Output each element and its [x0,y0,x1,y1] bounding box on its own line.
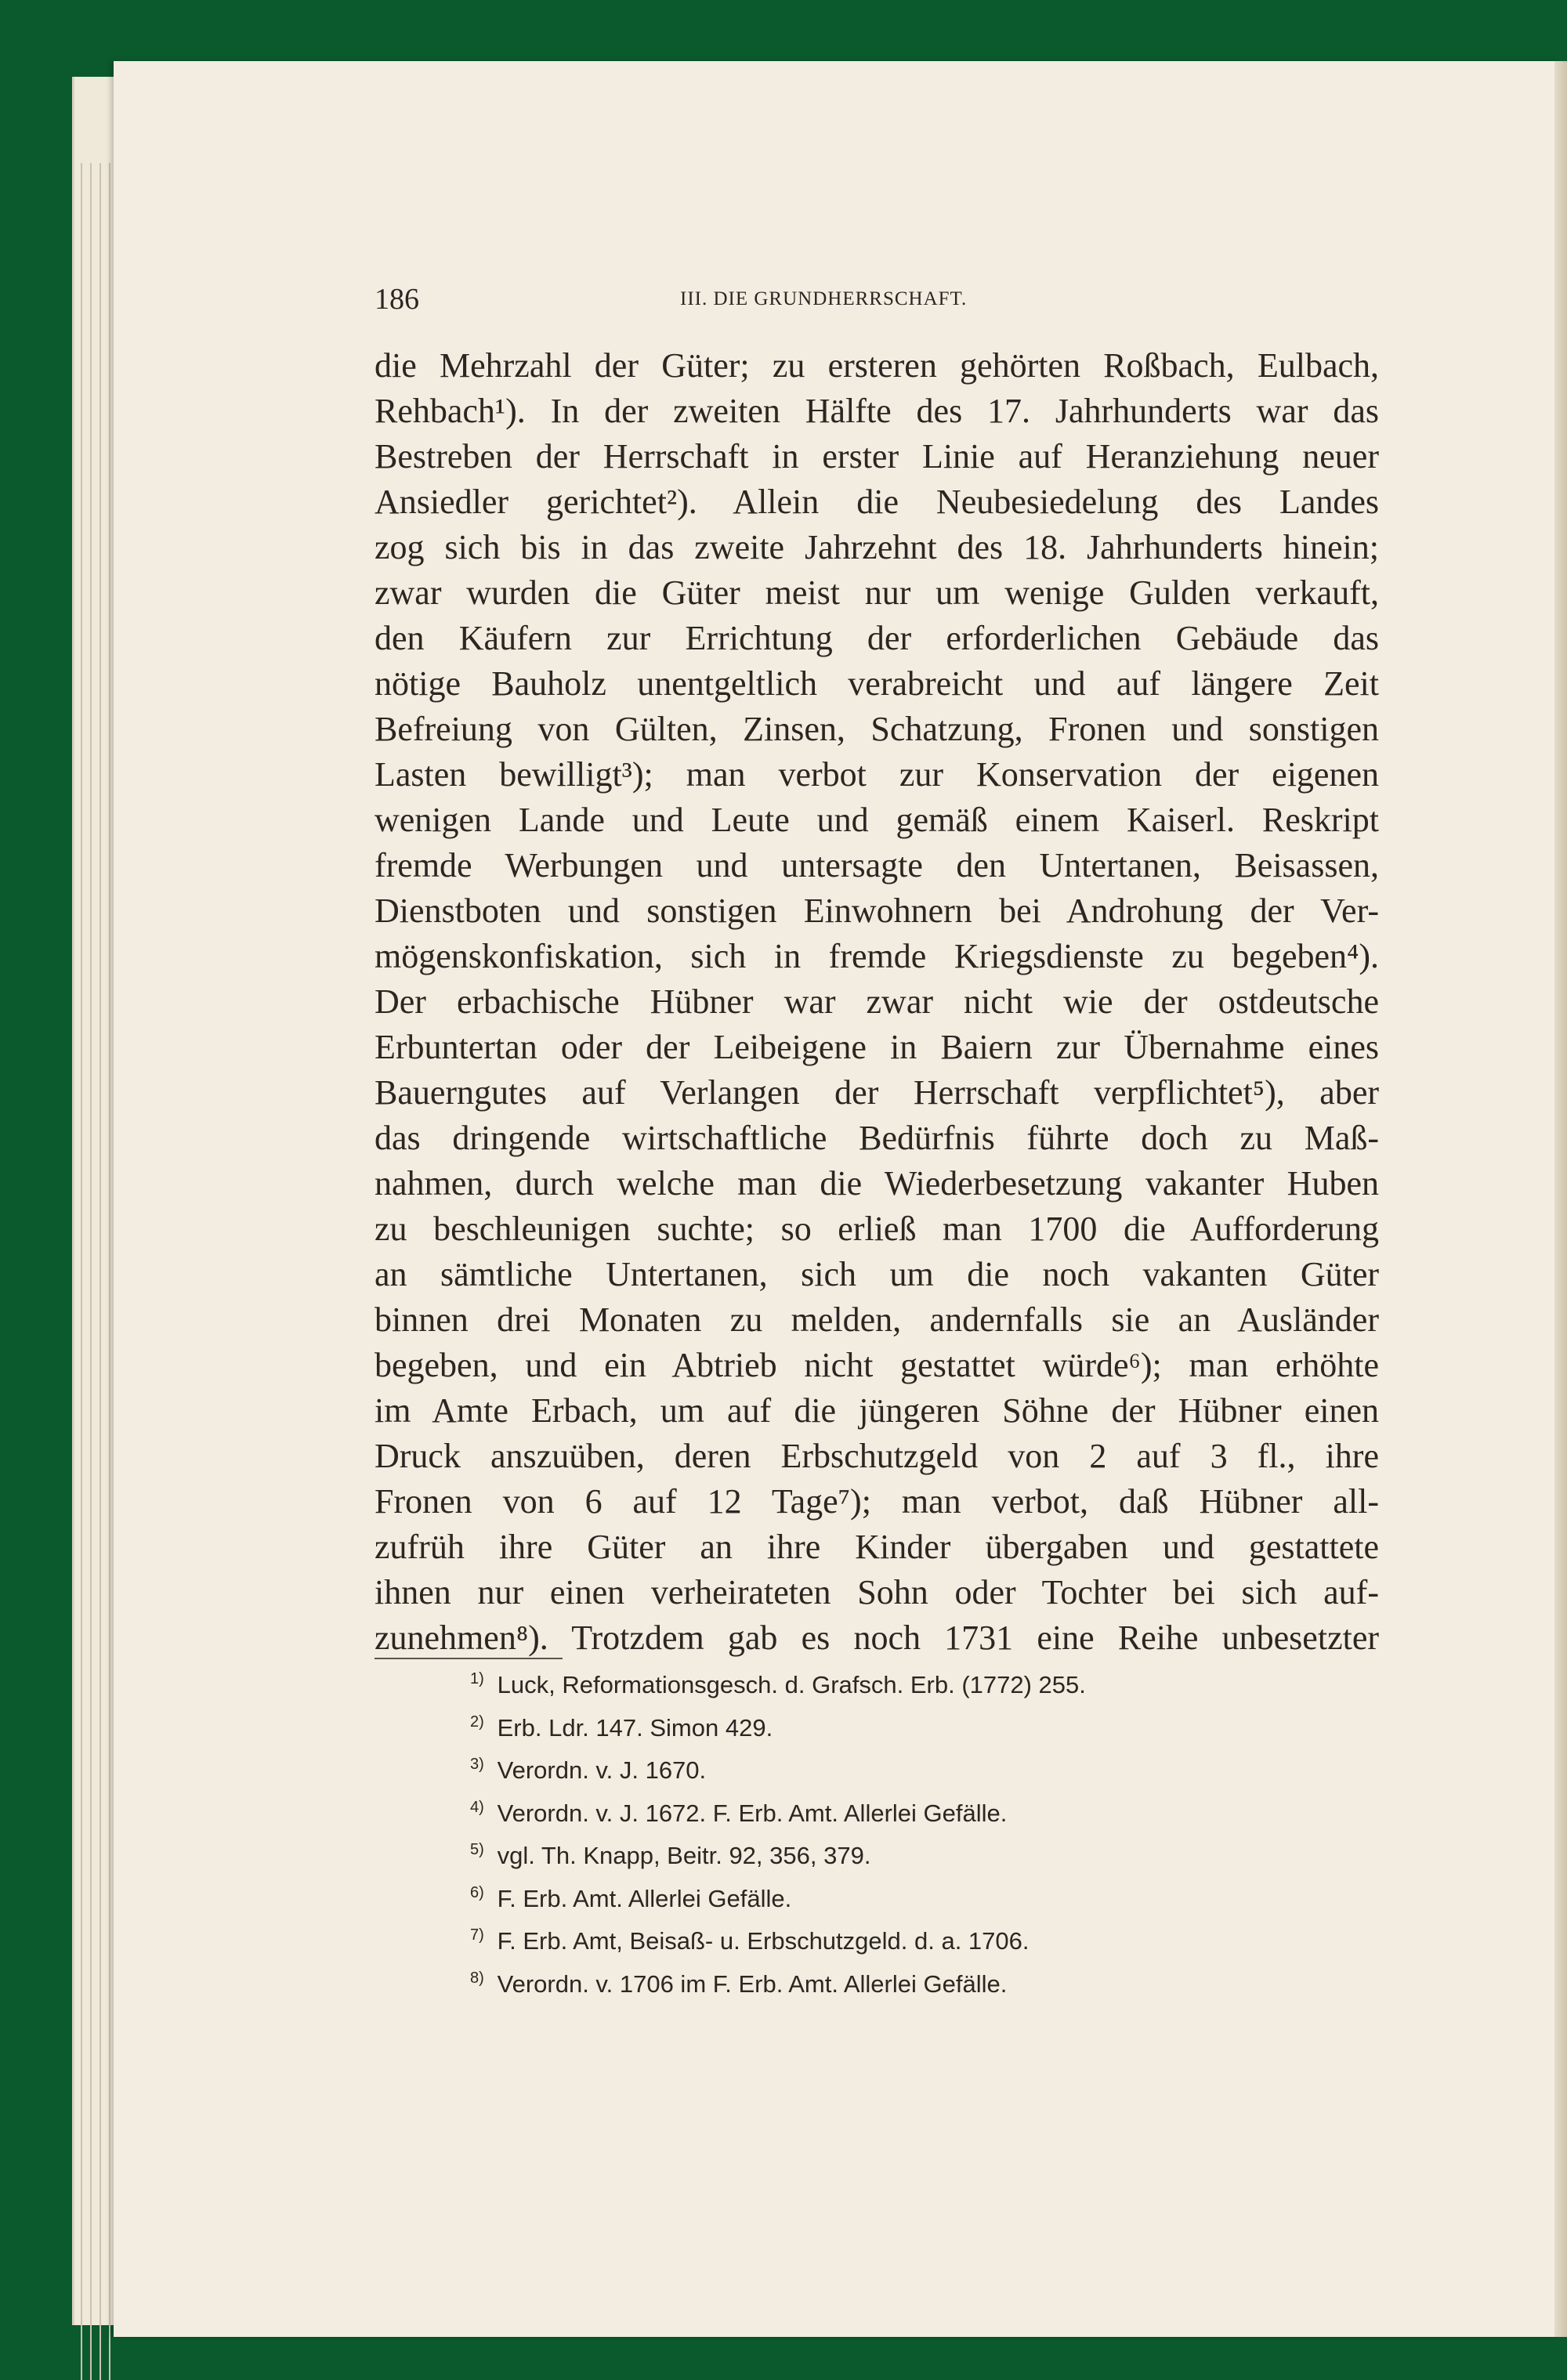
page-edge-line [81,163,82,2380]
text-line: Lasten bewilligt³); man verbot zur Konservation der eigenen [375,755,1379,794]
footnote-rule [375,1658,563,1659]
text-line: im Amte Erbach, um auf die jüngeren Söhne der Hübner einen [375,1391,1379,1430]
text-line: nahmen, durch welche man die Wiederbesetzung vakanter Huben [375,1164,1379,1203]
footnote-mark: 7) [470,1926,484,1944]
footnote-text: Verordn. v. J. 1670. [497,1756,707,1784]
footnote-mark: 1) [470,1670,484,1687]
footnote-mark: 5) [470,1841,484,1858]
text-line: Bestreben der Herrschaft in erster Linie auf Heranziehung neuer [375,437,1379,476]
footnote [470,1704,1332,1747]
footnote-mark: 4) [470,1798,484,1816]
text-line: nötige Bauholz unentgeltlich verabreicht und auf längere Zeit [375,664,1379,703]
body-text [375,343,1379,1661]
footnote [470,1832,1332,1875]
text-line: Ansiedler gerichtet²). Allein die Neubesiedelung des Landes [375,483,1379,521]
footnote [470,1917,1332,1960]
text-line: Befreiung von Gülten, Zinsen, Schatzung, Fronen und sonstigen [375,710,1379,748]
footnote-text: Erb. Ldr. 147. Simon 429. [497,1713,773,1742]
footnote-text: Luck, Reformationsgesch. d. Grafsch. Erb. (1772) 255. [497,1671,1086,1698]
page-number: 186 [375,283,419,316]
text-line: zufrüh ihre Güter an ihre Kinder übergaben und gestattete [375,1528,1379,1566]
footnote-text: vgl. Th. Knapp, Beitr. 92, 356, 379. [497,1842,871,1869]
footnote-text: Verordn. v. 1706 im F. Erb. Amt. Allerlei Gefälle. [497,1969,1008,1998]
page-edge-line [90,163,92,2380]
footnote-mark: 3) [470,1756,484,1773]
text-line: das dringende wirtschaftliche Bedürfnis führte doch zu Maß- [375,1119,1379,1157]
footnotes [470,1661,1332,2002]
page-edge-line [100,163,101,2380]
text-line: zunehmen⁸). Trotzdem gab es noch 1731 eine Reihe unbesetzter [375,1619,1379,1657]
text-line: fremde Werbungen und untersagte den Untertanen, Beisassen, [375,846,1379,884]
page-gutter [1554,61,1567,2337]
text-line: Bauerngutes auf Verlangen der Herrschaft verpflichtet⁵), aber [375,1073,1379,1112]
running-head: III. DIE GRUNDHERRSCHAFT. [680,288,968,309]
text-line: Erbuntertan oder der Leibeigene in Baiern zur Übernahme eines [375,1028,1379,1066]
footnote-text: Verordn. v. J. 1672. F. Erb. Amt. Allerlei Gefälle. [497,1799,1008,1827]
text-line: zog sich bis in das zweite Jahrzehnt des 18. Jahrhunderts hinein; [375,528,1379,566]
footnote-mark: 2) [470,1713,484,1731]
footnote [470,1789,1332,1832]
footnote-mark: 6) [470,1883,484,1901]
text-line: Druck anszuüben, deren Erbschutzgeld von 2 auf 3 fl., ihre [375,1437,1379,1475]
text-line: zwar wurden die Güter meist nur um wenige Gulden verkauft, [375,573,1379,612]
text-line: zu beschleunigen suchte; so erließ man 1700 die Aufforderung [375,1210,1379,1248]
text-line: ihnen nur einen verheirateten Sohn oder Tochter bei sich auf- [375,1573,1379,1611]
text-line: Dienstboten und sonstigen Einwohnern bei Androhung der Ver- [375,892,1379,930]
text-line: Der erbachische Hübner war zwar nicht wie der ostdeutsche [375,982,1379,1021]
footnote-text: F. Erb. Amt. Allerlei Gefälle. [497,1884,792,1912]
text-line: binnen drei Monaten zu melden, andernfalls sie an Ausländer [375,1300,1379,1339]
text-line: den Käufern zur Errichtung der erforderlichen Gebäude das [375,619,1379,657]
text-line: an sämtliche Untertanen, sich um die noch vakanten Güter [375,1255,1379,1293]
footnote [470,1661,1332,1704]
text-line: begeben, und ein Abtrieb nicht gestattet würde⁶); man erhöhte [375,1346,1379,1384]
page-edge-line [109,163,110,2380]
page-header [375,282,1377,321]
footnote [470,1960,1332,2003]
text-line: wenigen Lande und Leute und gemäß einem Kaiserl. Reskript [375,801,1379,839]
footnote [470,1746,1332,1789]
footnote [470,1875,1332,1918]
footnote-text: F. Erb. Amt, Beisaß- u. Erbschutzgeld. d. a. 1706. [497,1927,1030,1955]
footnote-mark: 8) [470,1969,484,1987]
text-line: Rehbach¹). In der zweiten Hälfte des 17. Jahrhunderts war das [375,392,1379,430]
text-line: mögenskonfiskation, sich in fremde Kriegsdienste zu begeben⁴). [375,937,1379,975]
text-line: Fronen von 6 auf 12 Tage⁷); man verbot, daß Hübner all- [375,1482,1379,1521]
text-line: die Mehrzahl der Güter; zu ersteren gehörten Roßbach, Eulbach, [375,346,1379,385]
